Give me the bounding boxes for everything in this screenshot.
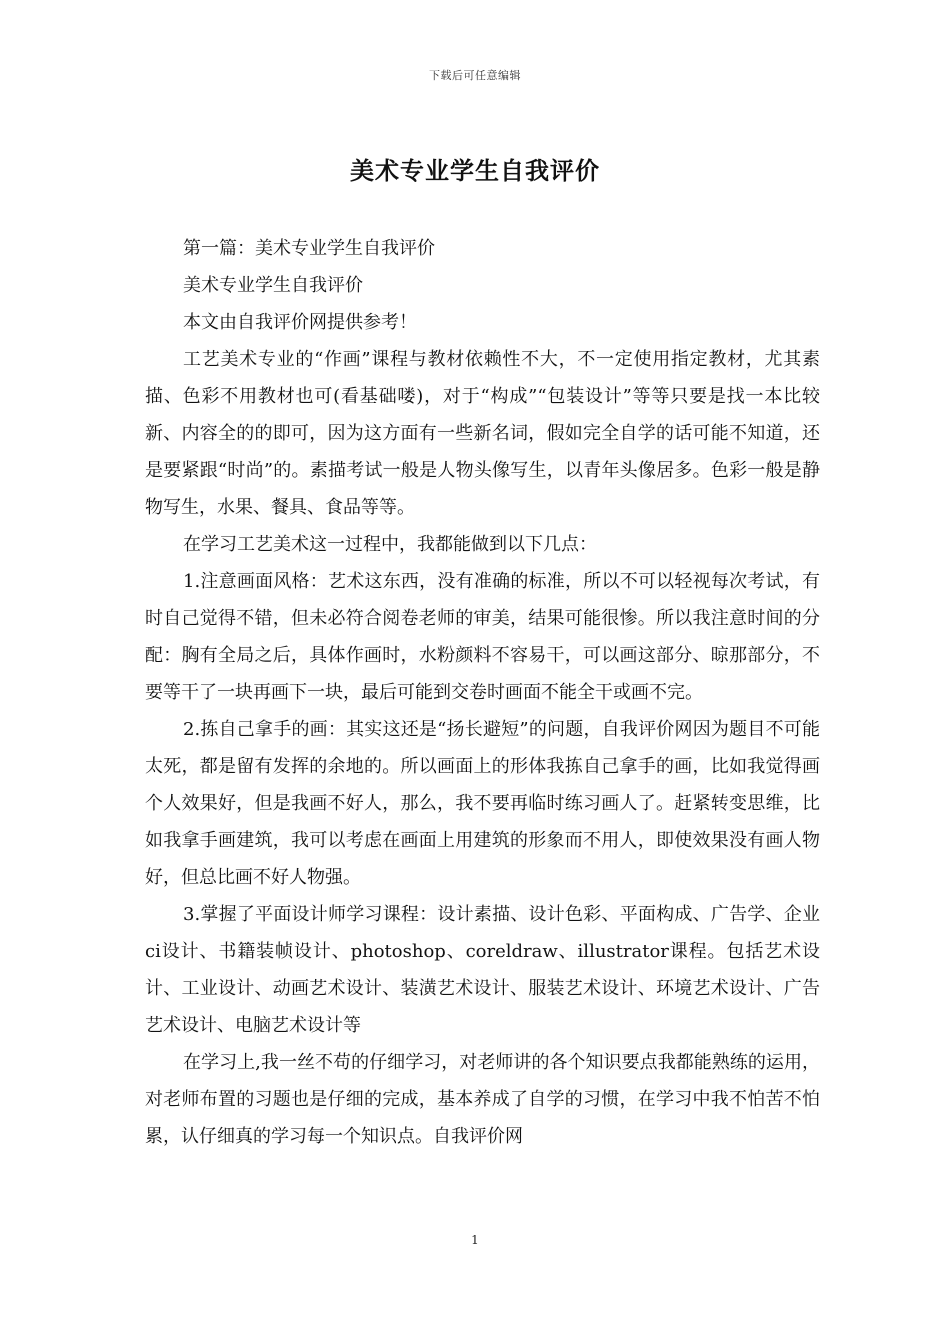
document-body <box>145 230 820 1155</box>
paragraph: 第一篇：美术专业学生自我评价 <box>183 238 435 259</box>
paragraph: 1.注意画面风格：艺术这东西，没有准确的标准，所以不可以轻视每次考试，有时自己觉得不错，但未必符合阅卷老师的审美，结果可能很惨。所以我注意时间的分配：胸有全局之后，具体作画时，水粉颜料不容易干，可以画这部分、晾那部分，不要等干了一块再画下一块，最后可能到交卷时画面不能全干或画不完。 <box>145 571 820 703</box>
paragraph: 在学习上,我一丝不苟的仔细学习，对老师讲的各个知识要点我都能熟练的运用，对老师布置的习题也是仔细的完成，基本养成了自学的习惯，在学习中我不怕苦不怕累，认仔细真的学习每一个知识点。自我评价网 <box>145 1052 820 1147</box>
paragraph: 在学习工艺美术这一过程中，我都能做到以下几点： <box>183 534 597 555</box>
paragraph: 2.拣自己拿手的画：其实这还是“扬长避短”的问题，自我评价网因为题目不可能太死，都是留有发挥的余地的。所以画面上的形体我拣自己拿手的画，比如我觉得画个人效果好，但是我画不好人，那么，我不要再临时练习画人了。赶紧转变思维，比如我拿手画建筑，我可以考虑在画面上用建筑的形象而不用人，即使效果没有画人物好，但总比画不好人物强。 <box>145 719 820 888</box>
document-title: 美术专业学生自我评价 <box>350 156 600 185</box>
page-number: 1 <box>471 1233 479 1247</box>
paragraph: 本文由自我评价网提供参考！ <box>183 312 417 333</box>
paragraph: 3.掌握了平面设计师学习课程：设计素描、设计色彩、平面构成、广告学、企业ci设计、书籍装帧设计、photoshop、coreldraw、illustrator课程。包括艺术设计、工业设计、动画艺术设计、装潢艺术设计、服装艺术设计、环境艺术设计、广告艺术设计、电脑艺术设计等 <box>145 904 820 1036</box>
header-note: 下载后可任意编辑 <box>429 69 521 82</box>
paragraph: 工艺美术专业的“作画”课程与教材依赖性不大，不一定使用指定教材，尤其素描、色彩不用教材也可(看基础喽)，对于“构成”“包装设计”等等只要是找一本比较新、内容全的的即可，因为这方面有一些新名词，假如完全自学的话可能不知道，还是要紧跟“时尚”的。素描考试一般是人物头像写生，以青年头像居多。色彩一般是静物写生，水果、餐具、食品等等。 <box>145 349 820 518</box>
paragraph: 美术专业学生自我评价 <box>183 275 363 296</box>
